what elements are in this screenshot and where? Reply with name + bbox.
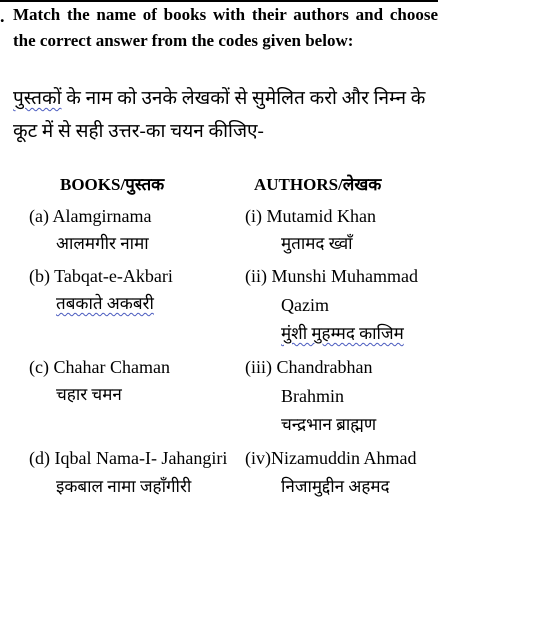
author-ii-hindi: मुंशी मुहम्मद काजिम [281,324,404,343]
author-ii: (ii) Munshi Muhammad [245,266,418,286]
question-hindi [13,82,438,148]
list-bullet: . [0,6,5,26]
authors-header: AUTHORS/लेखक [254,175,382,194]
author-ii-line2: Qazim [281,295,329,315]
books-header: BOOKS/पुस्तक [60,175,165,194]
author-iii-line2: Brahmin [281,386,344,406]
author-i: (i) Mutamid Khan [245,206,376,226]
author-iii: (iii) Chandrabhan [245,357,373,377]
book-d: (d) Iqbal Nama-I- Jahangiri [29,448,228,468]
author-iii-hindi: चन्द्रभान ब्राह्मण [281,415,377,434]
question-hindi-start: पुस्तकों [13,88,62,109]
book-b: (b) Tabqat-e-Akbari [29,266,173,286]
question-hindi-rest: के नाम को उनके लेखकों से सुमेलित करो और निम्न के कूट में से सही उत्तर-का चयन कीजिए- [13,88,426,142]
book-c: (c) Chahar Chaman [29,357,170,377]
question-english: Match the name of books with their authors and choose the correct answer from the codes given below: [13,5,438,50]
book-c-hindi: चहार चमन [56,385,122,404]
book-d-hindi: इकबाल नामा जहाँगीरी [56,477,192,496]
author-iv-hindi: निजामुद्दीन अहमद [281,477,390,496]
author-i-hindi: मुतामद ख्वाँ [281,234,353,253]
book-a: (a) Alamgirnama [29,206,152,226]
book-a-hindi: आलमगीर नामा [56,234,149,253]
author-iv: (iv)Nizamuddin Ahmad [245,448,417,468]
book-b-hindi: तबकाते अकबरी [56,294,154,313]
